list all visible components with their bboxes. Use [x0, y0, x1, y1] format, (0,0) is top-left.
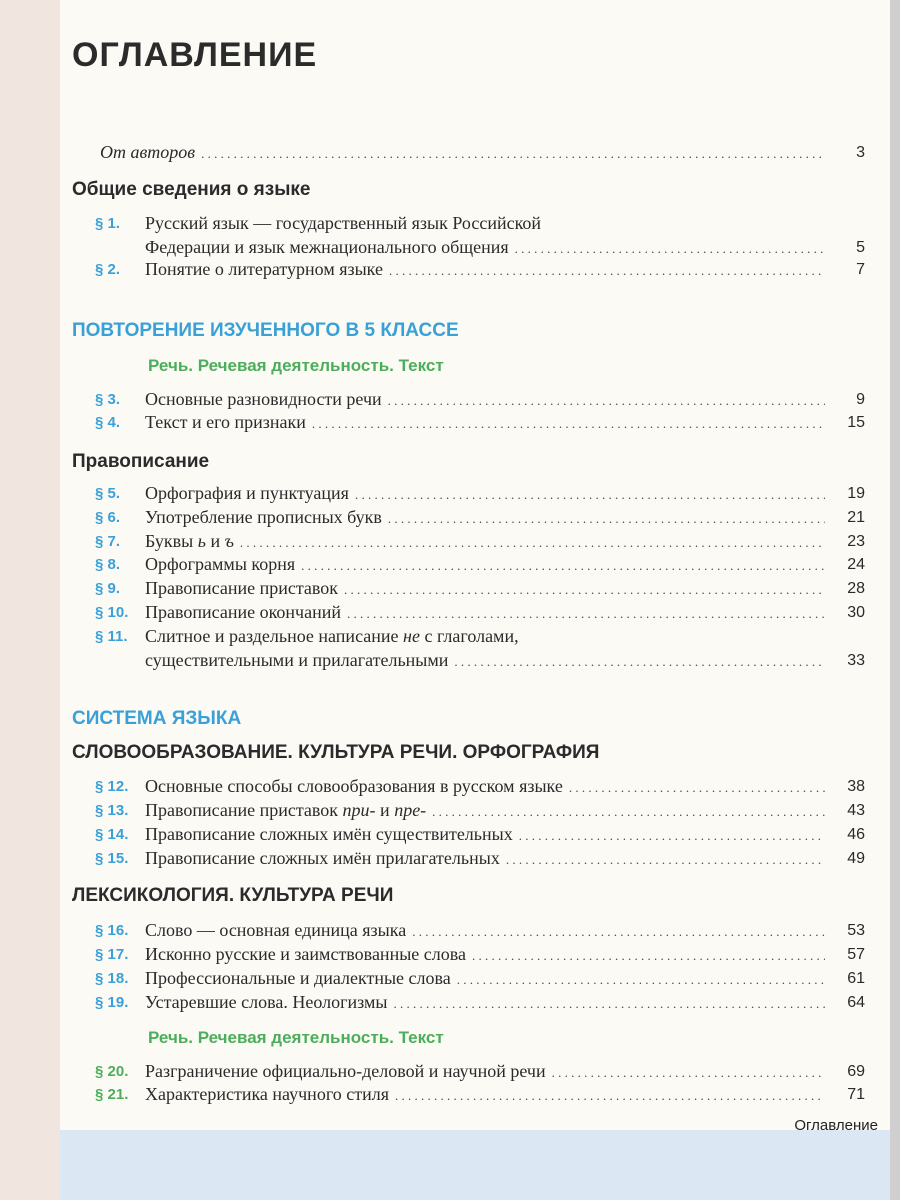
left-page-margin	[0, 0, 60, 1200]
section-number: § 17.	[95, 946, 129, 963]
section-number: § 2.	[95, 261, 121, 278]
section-number: § 10.	[95, 604, 129, 621]
entry-line	[145, 577, 865, 602]
entry-title-text: Слово — основная единица языка	[145, 920, 407, 940]
section-number: § 12.	[95, 778, 129, 795]
section-number: § 18.	[95, 970, 129, 987]
page-number: 53	[847, 922, 865, 939]
dot-leader	[347, 601, 825, 626]
section-number: § 4.	[95, 414, 121, 431]
entry-title-text: ъ	[224, 531, 234, 551]
entry-title-text: существительными и прилагательными	[145, 649, 449, 670]
entry-line	[145, 625, 865, 649]
section-number: § 5.	[95, 485, 121, 502]
page-number: 15	[847, 414, 865, 431]
dot-leader	[457, 967, 825, 992]
entry-line	[145, 601, 865, 626]
entry-title-text: Орфография и пунктуация	[145, 483, 349, 503]
toc-entry[interactable]	[95, 1083, 865, 1108]
section-heading: ЛЕКСИКОЛОГИЯ. КУЛЬТУРА РЕЧИ	[72, 885, 394, 906]
toc-entry[interactable]	[95, 530, 865, 555]
dot-leader	[355, 482, 825, 507]
section-number: § 13.	[95, 802, 129, 819]
entry-line	[145, 967, 865, 992]
section-heading: СИСТЕМА ЯЗЫКА	[72, 708, 242, 729]
entry-title-text: Разграничение официально-деловой и научной речи	[145, 1061, 546, 1081]
section-number: § 1.	[95, 215, 121, 232]
section-heading: Правописание	[72, 451, 210, 472]
running-footer: Оглавление	[794, 1117, 878, 1134]
page-number: 71	[847, 1086, 865, 1103]
dot-leader	[393, 991, 825, 1016]
entry-line	[145, 482, 865, 507]
entry-title-text: Исконно русские и заимствованные слова	[145, 944, 467, 964]
dot-leader	[201, 141, 825, 166]
section-number: § 3.	[95, 391, 121, 408]
entry-title-text: Федерации и язык межнационального общения	[145, 236, 509, 257]
entry-line	[145, 553, 865, 578]
section-number: § 6.	[95, 509, 121, 526]
toc-entry[interactable]	[95, 601, 865, 626]
entry-title-text: не	[403, 626, 420, 646]
toc-entry[interactable]	[95, 506, 865, 531]
toc-entry[interactable]	[95, 991, 865, 1016]
page-number: 38	[847, 778, 865, 795]
toc-entry[interactable]	[95, 823, 865, 848]
dot-leader	[388, 506, 825, 531]
toc-entry[interactable]	[95, 1060, 865, 1085]
section-number: § 11.	[95, 628, 128, 645]
section-heading: ПОВТОРЕНИЕ ИЗУЧЕННОГО В 5 КЛАССЕ	[72, 320, 459, 341]
entry-line	[145, 506, 865, 531]
section-heading: Общие сведения о языке	[72, 179, 311, 200]
entry-title-text: Правописание сложных имён существительных	[145, 824, 513, 844]
toc-entry[interactable]	[95, 411, 865, 436]
entry-title-text: Употребление прописных букв	[145, 507, 382, 527]
dot-leader	[552, 1060, 825, 1085]
entry-line	[145, 388, 865, 413]
dot-leader	[506, 847, 825, 872]
section-number: § 8.	[95, 556, 121, 573]
dot-leader	[412, 919, 825, 944]
entry-title-text: Русский язык — государственный язык Российской	[145, 213, 542, 233]
page-number: 69	[847, 1063, 865, 1080]
page-number: 30	[847, 604, 865, 621]
entry-line	[145, 1060, 865, 1085]
page-number: 23	[847, 533, 865, 550]
entry-title-text: Орфограммы корня	[145, 554, 296, 574]
entry-line	[145, 411, 865, 436]
page-number: 64	[847, 994, 865, 1011]
dot-leader	[344, 577, 825, 602]
toc-entry[interactable]	[95, 388, 865, 413]
page-number: 57	[847, 946, 865, 963]
entry-title-text: и	[205, 531, 225, 551]
entry-line	[100, 141, 865, 166]
entry-line	[145, 649, 865, 674]
entry-title-text: с глаголами,	[419, 626, 519, 646]
entry-title-text: Характеристика научного стиля	[145, 1084, 390, 1104]
page-number: 24	[847, 556, 865, 573]
toc-entry[interactable]	[95, 799, 865, 824]
dot-leader	[454, 649, 825, 674]
section-heading: Речь. Речевая деятельность. Текст	[148, 1028, 444, 1047]
entry-title-text: Основные способы словообразования в русском языке	[145, 776, 563, 796]
page-number: 5	[856, 238, 865, 256]
entry-line	[145, 943, 865, 968]
entry-title-text: Устаревшие слова. Неологизмы	[145, 992, 388, 1012]
entry-title-text: Правописание сложных имён прилагательных	[145, 848, 500, 868]
entry-line	[145, 258, 865, 283]
section-number: § 9.	[95, 580, 121, 597]
entry-title-text: Правописание приставок	[145, 800, 343, 820]
dot-leader	[432, 799, 825, 824]
entry-line	[145, 1083, 865, 1108]
section-number: § 15.	[95, 850, 129, 867]
section-number: § 14.	[95, 826, 129, 843]
dot-leader	[569, 775, 825, 800]
page-number: 49	[847, 850, 865, 867]
page-number: 19	[847, 485, 865, 502]
toc-entry[interactable]	[95, 577, 865, 602]
dot-leader	[515, 236, 825, 261]
entry-title-text: Текст и его признаки	[145, 412, 306, 432]
dot-leader	[388, 388, 825, 413]
entry-title-text: Слитное и раздельное написание	[145, 626, 404, 646]
dot-leader	[240, 530, 825, 555]
dot-leader	[301, 553, 825, 578]
entry-line	[145, 530, 865, 555]
section-number: § 20.	[95, 1063, 129, 1080]
page-title: ОГЛАВЛЕНИЕ	[72, 36, 318, 74]
page-number: 7	[856, 261, 865, 278]
toc-entry[interactable]	[95, 943, 865, 968]
toc-entry[interactable]	[95, 775, 865, 800]
dot-leader	[389, 258, 825, 283]
page-number: 43	[847, 802, 865, 819]
page-number: 9	[856, 391, 865, 408]
toc-entry[interactable]	[95, 258, 865, 283]
entry-title-text: Буквы	[145, 531, 198, 551]
entry-title-text: и	[375, 800, 395, 820]
toc-entry[interactable]	[95, 141, 865, 166]
toc-entry[interactable]	[95, 625, 865, 673]
entry-line	[145, 823, 865, 848]
toc-entry[interactable]	[95, 847, 865, 872]
page-number: 3	[856, 144, 865, 161]
toc-entry[interactable]	[95, 482, 865, 507]
footer-band	[60, 1130, 890, 1200]
entry-title-text: при-	[342, 800, 376, 820]
page-number: 33	[847, 651, 865, 669]
entry-line	[145, 847, 865, 872]
dot-leader	[312, 411, 825, 436]
page-edge	[890, 0, 900, 1200]
page-number: 28	[847, 580, 865, 597]
page-number: 46	[847, 826, 865, 843]
section-heading: СЛОВООБРАЗОВАНИЕ. КУЛЬТУРА РЕЧИ. ОРФОГРАФИЯ	[72, 742, 600, 763]
entry-title-text: Профессиональные и диалектные слова	[145, 968, 451, 988]
toc-entry[interactable]	[95, 553, 865, 578]
section-number: § 19.	[95, 994, 129, 1011]
entry-title-text: Понятие о литературном языке	[145, 259, 383, 279]
section-number: § 16.	[95, 922, 129, 939]
dot-leader	[472, 943, 825, 968]
toc-entry[interactable]	[95, 212, 865, 260]
entry-line	[145, 212, 865, 236]
entry-title-text: Основные разновидности речи	[145, 389, 382, 409]
section-number: § 21.	[95, 1086, 129, 1103]
entry-title-text: ь	[197, 531, 206, 551]
dot-leader	[395, 1083, 825, 1108]
entry-line	[145, 799, 865, 824]
section-number: § 7.	[95, 533, 121, 550]
toc-entry[interactable]	[95, 967, 865, 992]
entry-title-text: Правописание окончаний	[145, 602, 341, 622]
section-heading: Речь. Речевая деятельность. Текст	[148, 356, 444, 375]
entry-line	[145, 919, 865, 944]
entry-line	[145, 991, 865, 1016]
entry-line	[145, 236, 865, 261]
entry-title-text: Правописание приставок	[145, 578, 339, 598]
entry-title-text: От авторов	[100, 142, 196, 162]
page-number: 61	[847, 970, 865, 987]
page-number: 21	[847, 509, 865, 526]
entry-title-text: пре-	[394, 800, 427, 820]
entry-line	[145, 775, 865, 800]
dot-leader	[519, 823, 825, 848]
toc-entry[interactable]	[95, 919, 865, 944]
